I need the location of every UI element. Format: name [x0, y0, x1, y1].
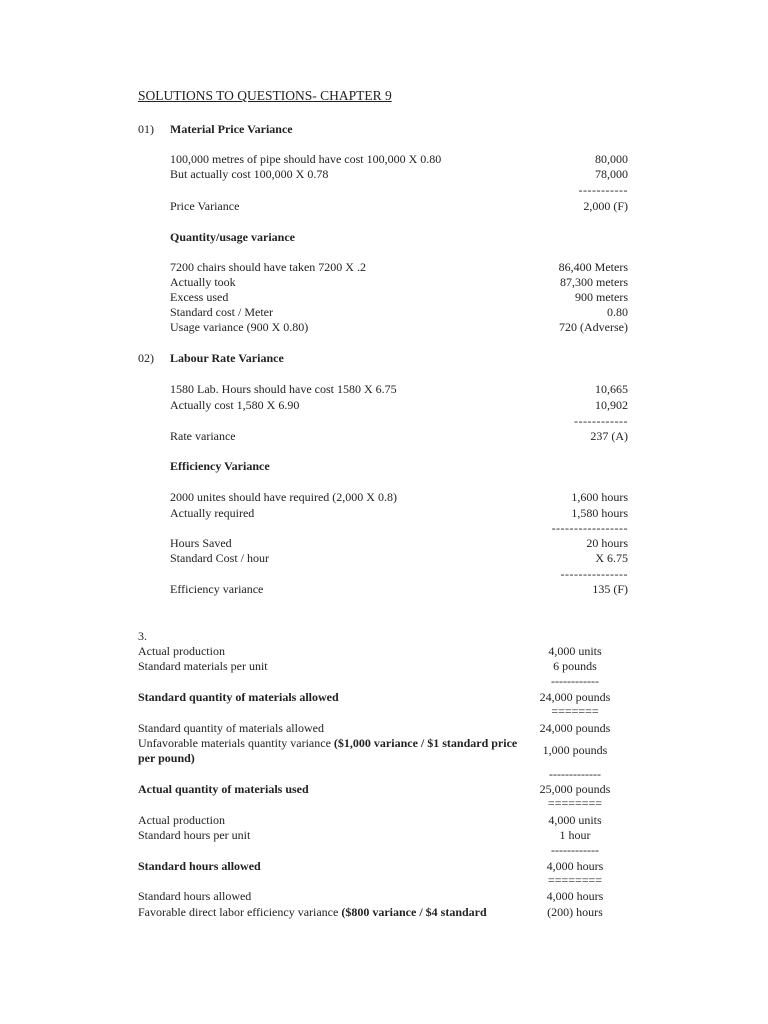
row-value: 4,000 units [548, 644, 602, 658]
row-label: Actual production [138, 813, 225, 827]
row-value: 80,000 [595, 152, 628, 166]
row-label-bold: Standard quantity of materials allowed [138, 690, 339, 704]
row-label: 1580 Lab. Hours should have cost 1580 X 6.75 [170, 382, 397, 396]
row-value: 1,000 pounds [542, 743, 608, 757]
label-plain: Favorable direct labor efficiency variance [138, 905, 342, 919]
question-number-2: 02) [138, 351, 154, 365]
row-value: 0.80 [607, 305, 628, 319]
row-label: Standard Cost / hour [170, 551, 269, 565]
row-label: Hours Saved [170, 536, 232, 550]
row-value: 78,000 [595, 167, 628, 181]
row-value: (200) hours [547, 905, 603, 919]
separator-equals: ======== [547, 796, 603, 810]
row-value: 10,665 [595, 382, 628, 396]
row-label: Efficiency variance [170, 582, 264, 596]
row-value: 4,000 hours [546, 859, 604, 873]
row-label: Actually required [170, 506, 255, 520]
row-label: Excess used [170, 290, 229, 304]
page-title: SOLUTIONS TO QUESTIONS- CHAPTER 9 [138, 88, 392, 103]
separator-dashes: ------------ [574, 414, 628, 428]
row-value: 720 (Adverse) [559, 320, 628, 334]
row-label-bold: Actual quantity of materials used [138, 782, 309, 796]
row-value: 1,580 hours [571, 506, 628, 520]
row-value: 4,000 units [548, 813, 602, 827]
label-bold: ($800 variance / $4 standard [341, 905, 487, 919]
row-label: Actual production [138, 644, 225, 658]
row-label: Standard quantity of materials allowed [138, 721, 324, 735]
row-value: 135 (F) [592, 582, 628, 596]
row-value: 24,000 pounds [539, 721, 611, 735]
row-label: Standard hours per unit [138, 828, 251, 842]
row-value: 900 meters [575, 290, 628, 304]
separator-dashes: --------------- [560, 567, 628, 581]
row-value: 1 hour [559, 828, 591, 842]
row-value: 20 hours [586, 536, 628, 550]
row-value: 6 pounds [553, 659, 597, 673]
separator-dashes: ----------- [578, 183, 628, 197]
labour-rate-variance-heading: Labour Rate Variance [170, 351, 284, 365]
row-label: Rate variance [170, 429, 236, 443]
separator-equals: ======= [551, 704, 599, 718]
row-value: 25,000 pounds [539, 782, 611, 796]
row-label: Standard materials per unit [138, 659, 268, 673]
row-value: 2,000 (F) [583, 199, 628, 213]
row-value: 10,902 [595, 398, 628, 412]
separator-dashes: ------------ [551, 674, 599, 688]
row-label: 7200 chairs should have taken 7200 X .2 [170, 260, 366, 274]
row-value: 4,000 hours [546, 889, 604, 903]
efficiency-variance-heading: Efficiency Variance [170, 459, 270, 473]
separator-equals: ======== [547, 873, 603, 887]
row-label: 100,000 metres of pipe should have cost 100,000 X 0.80 [170, 152, 442, 166]
row-label: Standard hours allowed [138, 889, 252, 903]
separator-dashes: ------------ [551, 843, 599, 857]
material-price-variance-heading: Material Price Variance [170, 122, 293, 136]
row-value: 24,000 pounds [539, 690, 611, 704]
unfavorable-materials-variance-label [138, 736, 520, 766]
row-value: 237 (A) [590, 429, 628, 443]
question-number-1: 01) [138, 122, 154, 136]
row-label: But actually cost 100,000 X 0.78 [170, 167, 329, 181]
separator-dashes: ------------- [549, 767, 601, 781]
row-value: 86,400 Meters [558, 260, 628, 274]
favorable-labor-efficiency-label [138, 905, 487, 920]
row-label: Standard cost / Meter [170, 305, 273, 319]
row-value: 1,600 hours [571, 490, 628, 504]
row-label: Usage variance (900 X 0.80) [170, 320, 309, 334]
label-bold: ($1,000 variance / $1 standard price per pound) [138, 736, 518, 765]
row-label: Actually took [170, 275, 236, 289]
question-number-3: 3. [138, 629, 147, 643]
label-plain: Unfavorable materials quantity variance [138, 736, 334, 750]
row-label: 2000 unites should have required (2,000 X 0.8) [170, 490, 397, 504]
row-label-bold: Standard hours allowed [138, 859, 261, 873]
row-label: Actually cost 1,580 X 6.90 [170, 398, 300, 412]
separator-dashes: ----------------- [551, 521, 628, 535]
row-value: 87,300 meters [560, 275, 628, 289]
row-label: Price Variance [170, 199, 240, 213]
usage-variance-heading: Quantity/usage variance [170, 230, 295, 244]
row-value: X 6.75 [595, 551, 628, 565]
